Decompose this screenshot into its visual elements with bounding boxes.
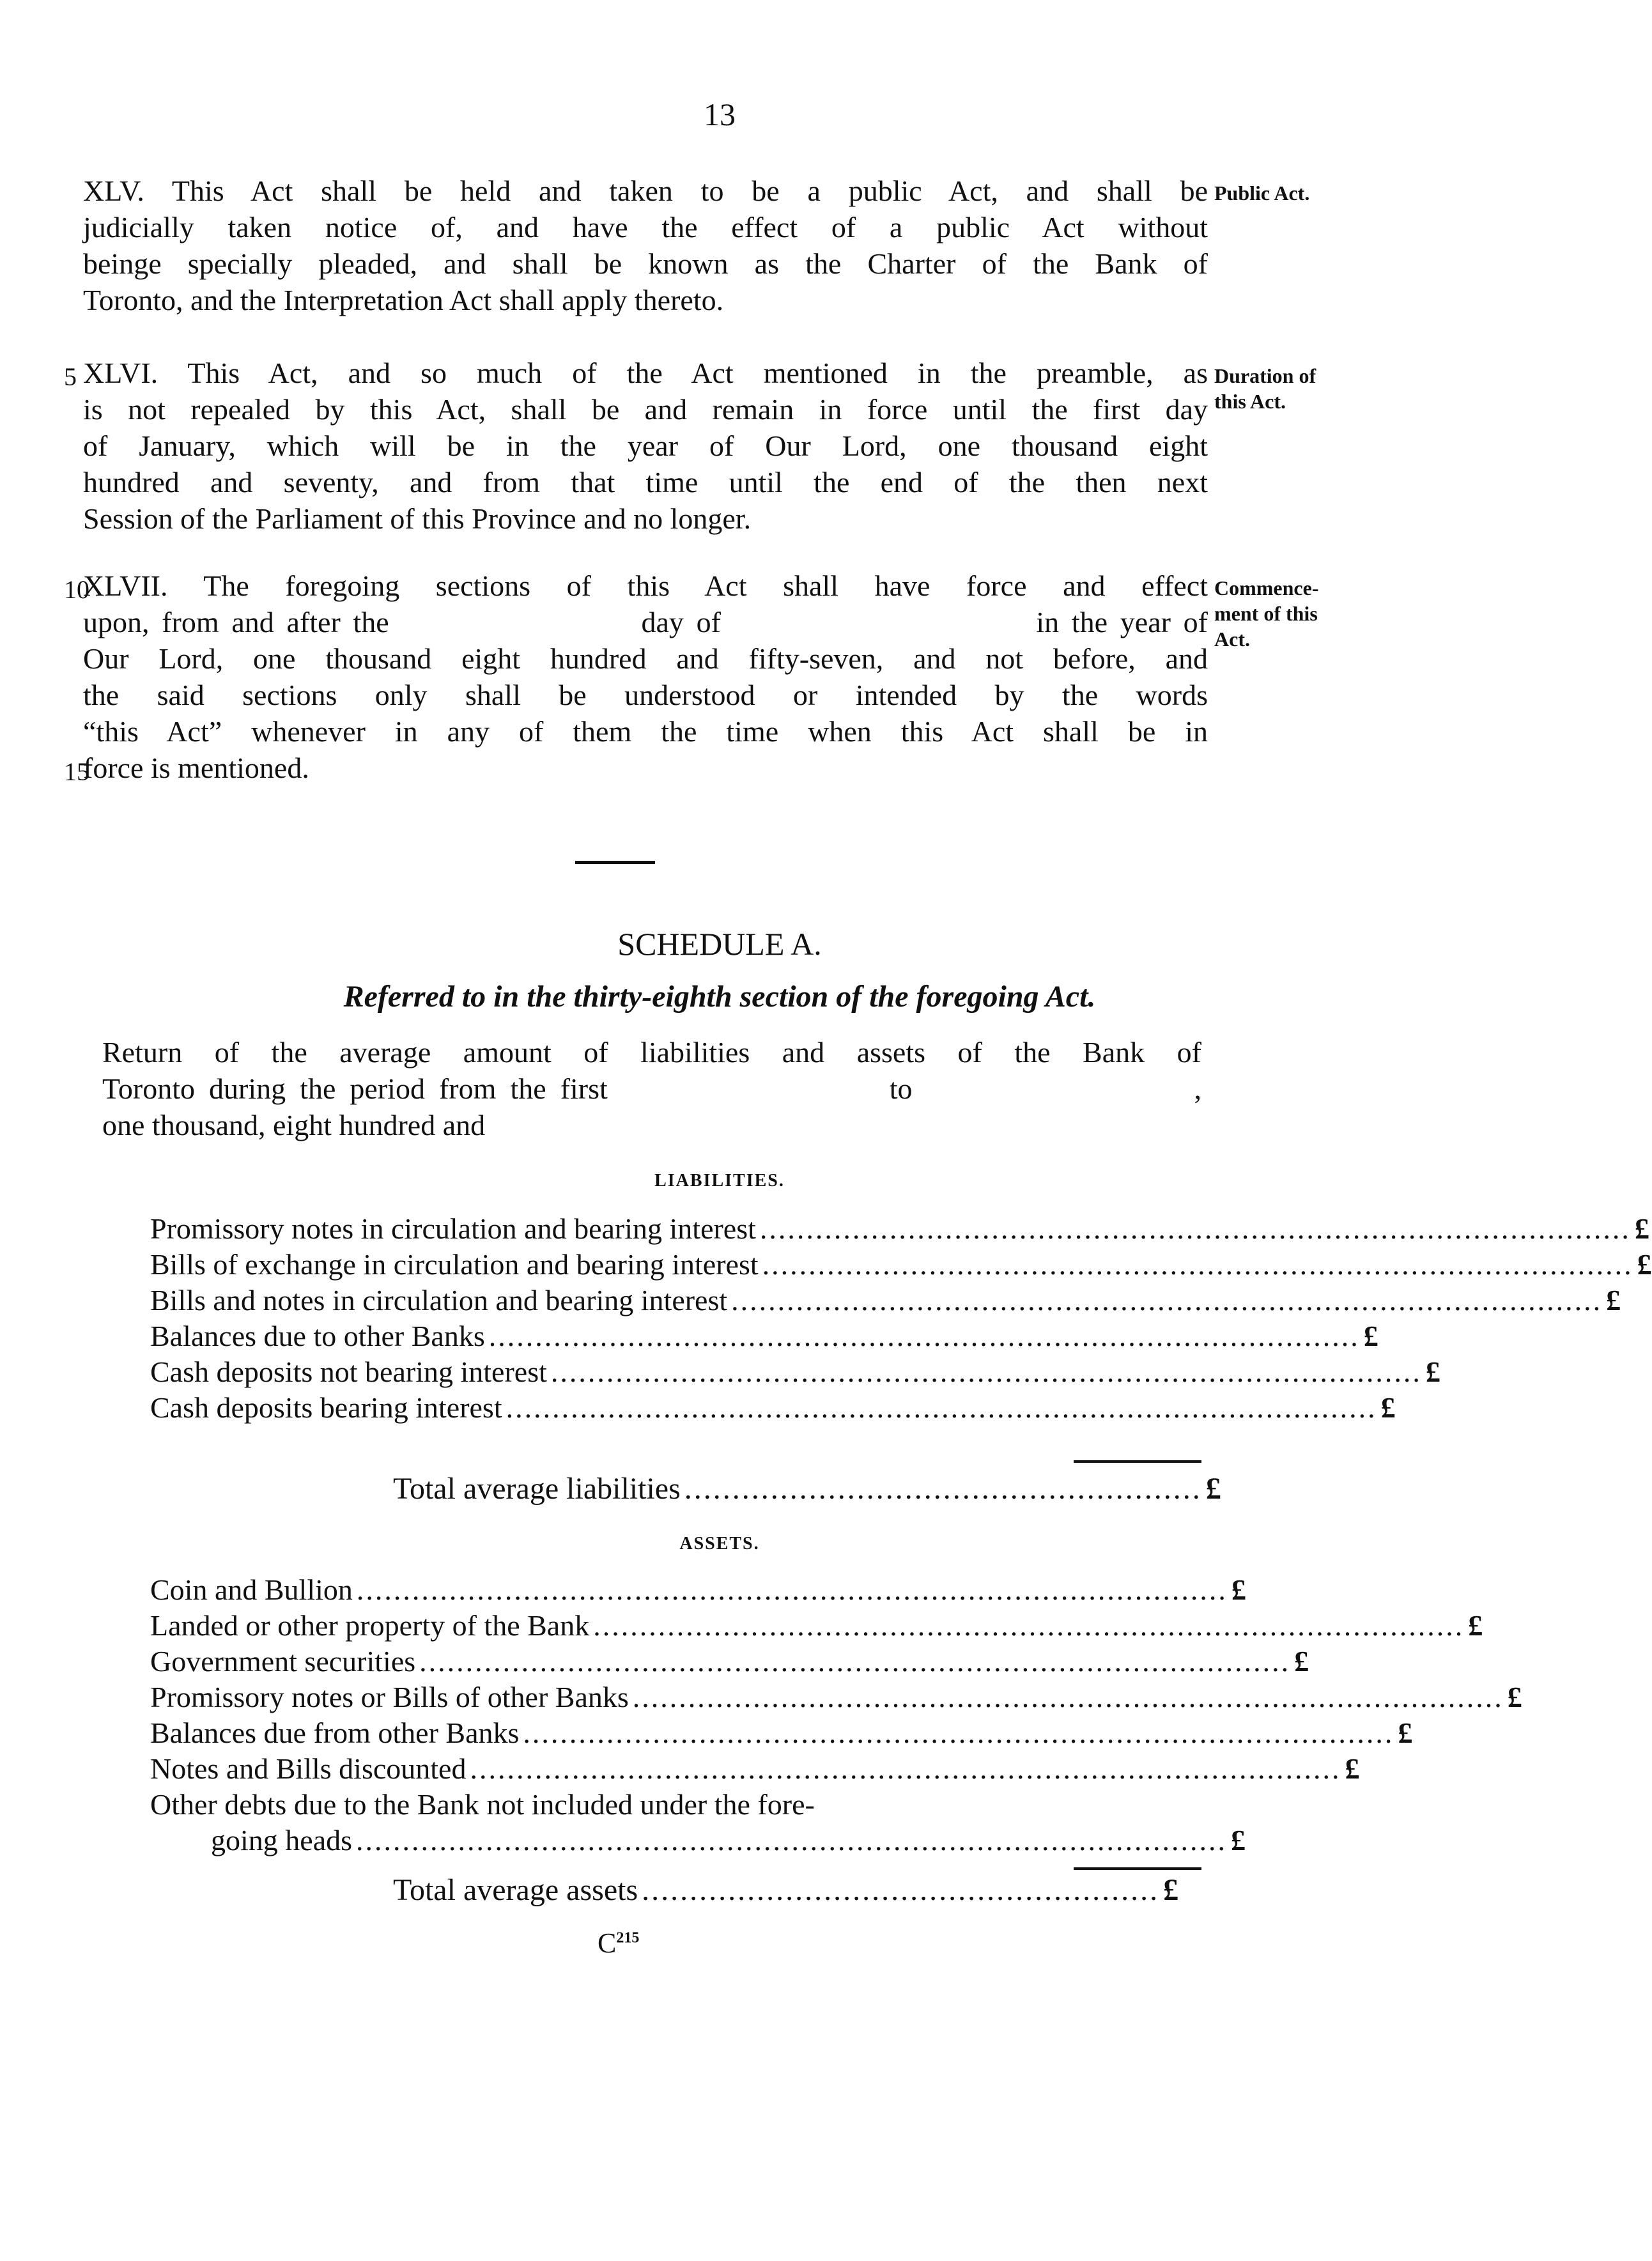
printer-signature: [598, 1927, 639, 1959]
item-label: Other debts due to the Bank not included under the fore-: [150, 1788, 815, 1821]
leader-dots: ..............................................................................................: [731, 1284, 1603, 1316]
text-line: Our Lord, one thousand eight hundred and fifty-seven, and not before, and: [83, 642, 1208, 675]
marginal-note-commencement: [1214, 575, 1318, 652]
marginal-note-duration: [1214, 363, 1316, 414]
leader-dots: ......................................................: [684, 1472, 1202, 1506]
text-line: Session of the Parliament of this Province and no longer.: [83, 502, 752, 535]
total-rule: [1074, 1867, 1201, 1870]
leader-dots: ..............................................................................................: [356, 1824, 1228, 1856]
text-line: Toronto, and the Interpretation Act shall apply thereto.: [83, 284, 724, 316]
liabilities-list: [150, 1211, 1652, 1426]
leader-dots: ..............................................................................................: [759, 1212, 1631, 1245]
liabilities-heading: LIABILITIES.: [654, 1171, 785, 1191]
list-item: [150, 1211, 1649, 1247]
list-item: [150, 1644, 1309, 1679]
signature-number: 215: [616, 1929, 640, 1947]
item-label: going heads: [211, 1824, 353, 1856]
marginal-note-public-act: [1214, 180, 1309, 206]
leader-dots: ..............................................................................................: [488, 1320, 1360, 1352]
total-assets-row: [393, 1872, 1179, 1908]
list-item-continuation: [150, 1823, 1246, 1858]
list-item: [150, 1608, 1483, 1644]
line-number: 5: [64, 362, 77, 391]
marginal-line: Commence-: [1214, 576, 1319, 599]
currency-symbol: £: [1345, 1752, 1360, 1785]
text-line: Return of the average amount of liabilities and assets of the Bank of: [102, 1036, 1201, 1069]
currency-symbol: £: [1205, 1472, 1221, 1506]
total-liabilities-row: [393, 1471, 1221, 1506]
item-label: Bills and notes in circulation and bearing interest: [150, 1284, 728, 1316]
assets-list: [150, 1572, 1522, 1858]
item-label: Notes and Bills discounted: [150, 1752, 467, 1785]
leader-dots: ..............................................................................................: [470, 1752, 1341, 1785]
text-line: XLVI. This Act, and so much of the Act mentioned in the preamble, as: [83, 357, 1208, 389]
item-label: Balances due from other Banks: [150, 1717, 520, 1749]
leader-dots: ..............................................................................................: [419, 1645, 1291, 1678]
leader-dots: ..............................................................................................: [506, 1391, 1377, 1424]
list-item: [150, 1354, 1440, 1390]
leader-dots: ..............................................................................................: [762, 1248, 1633, 1281]
marginal-line: Public Act.: [1214, 181, 1310, 204]
currency-symbol: £: [1398, 1717, 1413, 1749]
marginal-line: ment of this: [1214, 602, 1318, 625]
text-line: “this Act” whenever in any of them the time when this Act shall be in: [83, 715, 1208, 748]
item-label: Landed or other property of the Bank: [150, 1609, 590, 1642]
currency-symbol: £: [1606, 1284, 1621, 1316]
item-label: Cash deposits bearing interest: [150, 1391, 502, 1424]
list-item: [150, 1787, 1058, 1823]
total-label: Total average liabilities: [393, 1472, 681, 1506]
currency-symbol: £: [1634, 1212, 1649, 1245]
assets-heading: ASSETS.: [679, 1534, 760, 1554]
schedule-title: SCHEDULE A.: [617, 926, 822, 962]
text-line: Toronto during the period from the first to ,: [102, 1072, 1201, 1105]
item-label: Government securities: [150, 1645, 416, 1678]
list-item: [150, 1247, 1652, 1283]
leader-dots: ..............................................................................................: [632, 1681, 1504, 1713]
leader-dots: ..............................................................................................: [523, 1717, 1394, 1749]
currency-symbol: £: [1425, 1355, 1440, 1388]
section-xlvi: [64, 355, 1208, 537]
line-number: 10: [64, 575, 89, 604]
item-label: Cash deposits not bearing interest: [150, 1355, 547, 1388]
text-line: one thousand, eight hundred and: [102, 1109, 486, 1141]
item-label: Promissory notes in circulation and bearing interest: [150, 1212, 756, 1245]
section-divider: [575, 861, 655, 864]
currency-symbol: £: [1468, 1609, 1483, 1642]
list-item: [150, 1715, 1413, 1751]
marginal-line: this Act.: [1214, 390, 1286, 413]
marginal-line: Duration of: [1214, 364, 1316, 387]
item-label: Bills of exchange in circulation and bearing interest: [150, 1248, 759, 1281]
list-item: [150, 1572, 1246, 1608]
text-line: force is mentioned.: [83, 752, 309, 784]
leader-dots: ..............................................................................................: [356, 1573, 1228, 1606]
section-xlv: [83, 173, 1208, 318]
page-number: 13: [704, 96, 736, 132]
currency-symbol: £: [1380, 1391, 1396, 1424]
schedule-subtitle: Referred to in the thirty-eighth section of the foregoing Act.: [343, 980, 1096, 1014]
currency-symbol: £: [1163, 1873, 1179, 1907]
currency-symbol: £: [1231, 1573, 1246, 1606]
leader-dots: ..............................................................................................: [593, 1609, 1465, 1642]
total-label: Total average assets: [393, 1873, 638, 1907]
leader-dots: ......................................................: [642, 1873, 1160, 1907]
line-number: 15: [64, 757, 89, 786]
text-line: XLV. This Act shall be held and taken to be a public Act, and shall be: [83, 174, 1208, 207]
text-line: judicially taken notice of, and have the effect of a public Act without: [83, 211, 1208, 243]
text-line: the said sections only shall be understood or intended by the words: [83, 679, 1208, 711]
currency-symbol: £: [1507, 1681, 1522, 1713]
total-rule: [1074, 1460, 1201, 1463]
item-label: Coin and Bullion: [150, 1573, 353, 1606]
leader-dots: ..............................................................................................: [550, 1355, 1422, 1388]
list-item: [150, 1751, 1360, 1787]
item-label: Balances due to other Banks: [150, 1320, 485, 1352]
signature-letter: C: [598, 1927, 617, 1959]
list-item: [150, 1318, 1378, 1354]
item-label: Promissory notes or Bills of other Banks: [150, 1681, 629, 1713]
currency-symbol: £: [1637, 1248, 1652, 1281]
list-item: [150, 1283, 1621, 1318]
text-line: is not repealed by this Act, shall be and remain in force until the first day: [83, 393, 1208, 426]
marginal-line: Act.: [1214, 628, 1250, 651]
list-item: [150, 1679, 1522, 1715]
text-line: upon, from and after the day of in the year of: [83, 606, 1208, 638]
text-line: of January, which will be in the year of Our Lord, one thousand eight: [83, 429, 1208, 462]
section-xlvii: [64, 567, 1208, 786]
currency-symbol: £: [1294, 1645, 1309, 1678]
text-line: beinge specially pleaded, and shall be known as the Charter of the Bank of: [83, 247, 1208, 280]
text-line: XLVII. The foregoing sections of this Act shall have force and effect: [83, 569, 1208, 602]
currency-symbol: £: [1363, 1320, 1378, 1352]
return-paragraph: [102, 1034, 1201, 1143]
list-item: [150, 1390, 1396, 1426]
text-line: hundred and seventy, and from that time until the end of the then next: [83, 466, 1208, 498]
currency-symbol: £: [1231, 1824, 1246, 1856]
